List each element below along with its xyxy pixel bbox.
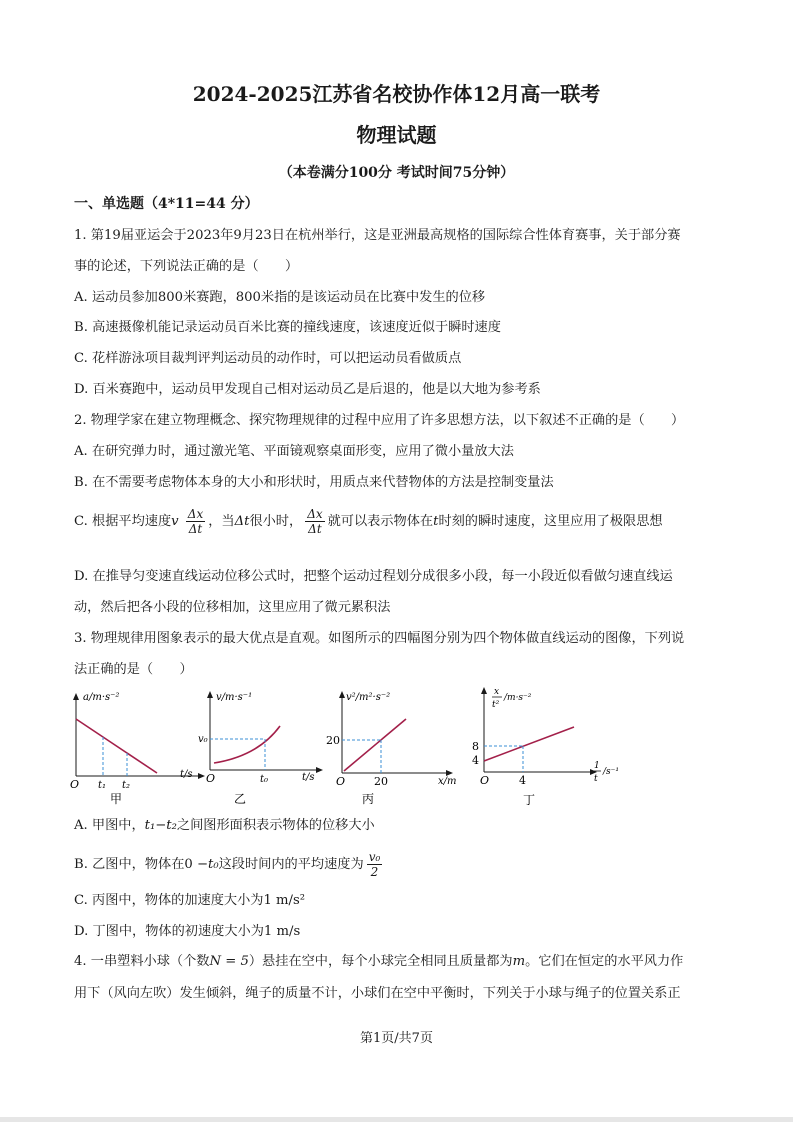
- q2-c-mid2: 很小时，: [249, 514, 303, 529]
- q3-b-prefix: B. 乙图中，物体在0 −: [74, 857, 209, 872]
- graph-bing-ylabel: v²/m²·s⁻²: [346, 692, 391, 703]
- exam-info: （本卷满分100分 考试时间75分钟）: [278, 165, 515, 181]
- graph-yi-ylabel: v/m·s⁻¹: [216, 692, 253, 703]
- q3-a-prefix: A. 甲图中，: [74, 818, 145, 833]
- q2-option-a: A. 在研究弹力时，通过激光笔、平面镜观察桌面形变，应用了微小量放大法: [74, 444, 514, 459]
- q1-option-b: B. 高速摄像机能记录运动员百米比赛的撞线速度，该速度近似于瞬时速度: [74, 320, 501, 335]
- q2-option-c: [74, 506, 663, 538]
- q2-c-post: 时刻的瞬时速度，这里应用了极限思想: [438, 514, 663, 529]
- q4-stem-line1: [74, 953, 683, 971]
- q2-c-mid1: ，当: [208, 514, 235, 529]
- graph-jia-xlabel: t/s: [180, 769, 193, 780]
- graph-jia-ylabel: a/m·s⁻²: [83, 692, 120, 703]
- q2-c-den: Δt: [188, 522, 203, 536]
- q2-option-d-line2: 动，然后把各小段的位移相加，这里应用了微元累积法: [74, 600, 391, 615]
- graph-bing-caption: 丙: [362, 792, 375, 806]
- q2-stem: 2. 物理学家在建立物理概念、探究物理规律的过程中应用了许多思想方法，以下叙述不正确的是（ ）: [74, 413, 685, 428]
- q2-option-b: B. 在不需要考虑物体本身的大小和形状时，用质点来代替物体的方法是控制变量法: [74, 475, 554, 490]
- q2-c-fraction2: [305, 507, 324, 536]
- graph-yi-origin: O: [206, 772, 216, 785]
- graph-yi-caption: 乙: [234, 792, 247, 806]
- graph-yi-tick-t0: t₀: [260, 774, 269, 785]
- q2-c-num: Δx: [187, 507, 204, 521]
- graph-ding-ylabel-den: t²: [492, 700, 500, 710]
- graph-yi-ytick-v0: v₀: [198, 734, 208, 745]
- q2-c-v: v: [171, 514, 179, 529]
- q3-option-c: C. 丙图中，物体的加速度大小为1 m/s²: [74, 893, 306, 908]
- q4-l1-n: N = 5: [209, 954, 249, 969]
- graph-ding-origin: O: [480, 774, 490, 787]
- q1-option-d: D. 百米赛跑中，运动员甲发现自己相对运动员乙是后退的，他是以大地为参考系: [74, 382, 541, 397]
- graph-jia: [60, 686, 210, 806]
- graph-ding-xlabel-num: 1: [594, 761, 600, 771]
- q2-c-fraction: [186, 507, 205, 536]
- graph-jia-caption: 甲: [110, 792, 123, 806]
- q4-stem-line2: 用下（风向左吹）发生倾斜，绳子的质量不计，小球们在空中平衡时，下列关于小球与绳子的位置关系正: [74, 986, 681, 1001]
- page-footer: 第1页/共7页: [360, 1031, 433, 1046]
- page-bottom-rule: [0, 1117, 793, 1122]
- graph-yi-curve: [214, 726, 280, 763]
- graph-bing: [322, 686, 462, 806]
- q2-c-num2: Δx: [307, 507, 323, 521]
- q3-b-post: 这段时间内的平均速度为: [218, 857, 364, 872]
- graph-jia-origin: O: [70, 778, 80, 791]
- q2-c-mid3: 就可以表示物体在: [327, 514, 434, 529]
- q1-stem-line1: 1. 第19届亚运会于2023年9月23日在杭州举行，这是亚洲最高规格的国际综合性体育赛事，关于部分赛: [74, 228, 681, 243]
- q3-b-den: 2: [370, 865, 379, 879]
- q4-l1-m: m: [512, 954, 526, 969]
- q4-l1-post: 。它们在恒定的水平风力作: [525, 954, 684, 969]
- graph-ding-y-arrow: [481, 687, 487, 694]
- graph-ding-ytick-4: 4: [472, 754, 479, 767]
- q3-b-fraction: [367, 850, 383, 879]
- q3-option-a: [74, 817, 375, 835]
- graph-jia-y-arrow: [73, 693, 79, 700]
- graph-bing-origin: O: [336, 775, 346, 788]
- graph-bing-tick: 20: [374, 775, 388, 788]
- section-heading: 一、单选题（4*11=44 分）: [74, 196, 259, 212]
- graph-ding-ylabel-num: x: [494, 687, 500, 697]
- graph-ding-caption: 丁: [523, 793, 536, 807]
- q2-c-prefix: C. 根据平均速度: [74, 514, 172, 529]
- graph-ding-ylabel-unit: /m·s⁻²: [504, 693, 532, 703]
- q3-a-var: t₁−t₂: [144, 818, 177, 833]
- q1-option-a: A. 运动员参加800米赛跑，800米指的是该运动员在比赛中发生的位移: [74, 290, 486, 305]
- graph-yi-y-arrow: [207, 691, 213, 698]
- q3-b-num: v₀: [368, 850, 381, 864]
- q3-a-post: 之间图形面积表示物体的位移大小: [176, 818, 375, 833]
- graph-ding-curve: [484, 727, 574, 761]
- graph-yi-xlabel: t/s: [302, 772, 315, 783]
- q3-b-var: t₀: [208, 857, 219, 872]
- graph-ding-xlabel-den: t: [594, 774, 598, 784]
- q2-c-t: t: [433, 514, 439, 529]
- graph-ding-tick: 4: [519, 774, 526, 787]
- q2-option-d-line1: D. 在推导匀变速直线运动位移公式时，把整个运动过程划分成很多小段，每一小段近似看做匀速直线运: [74, 569, 673, 584]
- q3-stem-line2: 法正确的是（ ）: [74, 662, 193, 677]
- graph-yi: [198, 686, 328, 806]
- exam-subtitle: 物理试题: [356, 123, 437, 147]
- q4-l1-mid: ）悬挂在空中，每个小球完全相同且质量都为: [248, 954, 513, 969]
- graph-ding-ytick-8: 8: [472, 740, 479, 753]
- graph-ding: [470, 684, 630, 808]
- graph-bing-curve: [344, 719, 406, 771]
- q3-option-b: [74, 849, 385, 881]
- graph-jia-tick-t1: t₁: [98, 780, 107, 791]
- graph-jia-curve: [76, 719, 157, 773]
- graph-jia-tick-t2: t₂: [122, 780, 131, 791]
- q1-option-c: C. 花样游泳项目裁判评判运动员的动作时，可以把运动员看做质点: [74, 351, 462, 366]
- graph-bing-ytick: 20: [326, 734, 340, 747]
- graph-ding-xlabel-unit: /s⁻¹: [603, 767, 620, 777]
- graph-bing-y-arrow: [339, 691, 345, 698]
- q3-option-d: D. 丁图中，物体的初速度大小为1 m/s: [74, 924, 301, 939]
- q2-c-dt: Δt: [234, 514, 250, 529]
- q3-stem-line1: 3. 物理规律用图象表示的最大优点是直观。如图所示的四幅图分别为四个物体做直线运动的图像，下列说: [74, 631, 685, 646]
- q1-stem-line2: 事的论述，下列说法正确的是（ ）: [74, 259, 299, 274]
- exam-title: 2024-2025江苏省名校协作体12月高一联考: [192, 82, 601, 106]
- q2-c-den2: Δt: [308, 522, 322, 536]
- graph-bing-xlabel: x/m: [438, 776, 457, 787]
- q4-l1-prefix: 4. 一串塑料小球（个数: [74, 954, 210, 969]
